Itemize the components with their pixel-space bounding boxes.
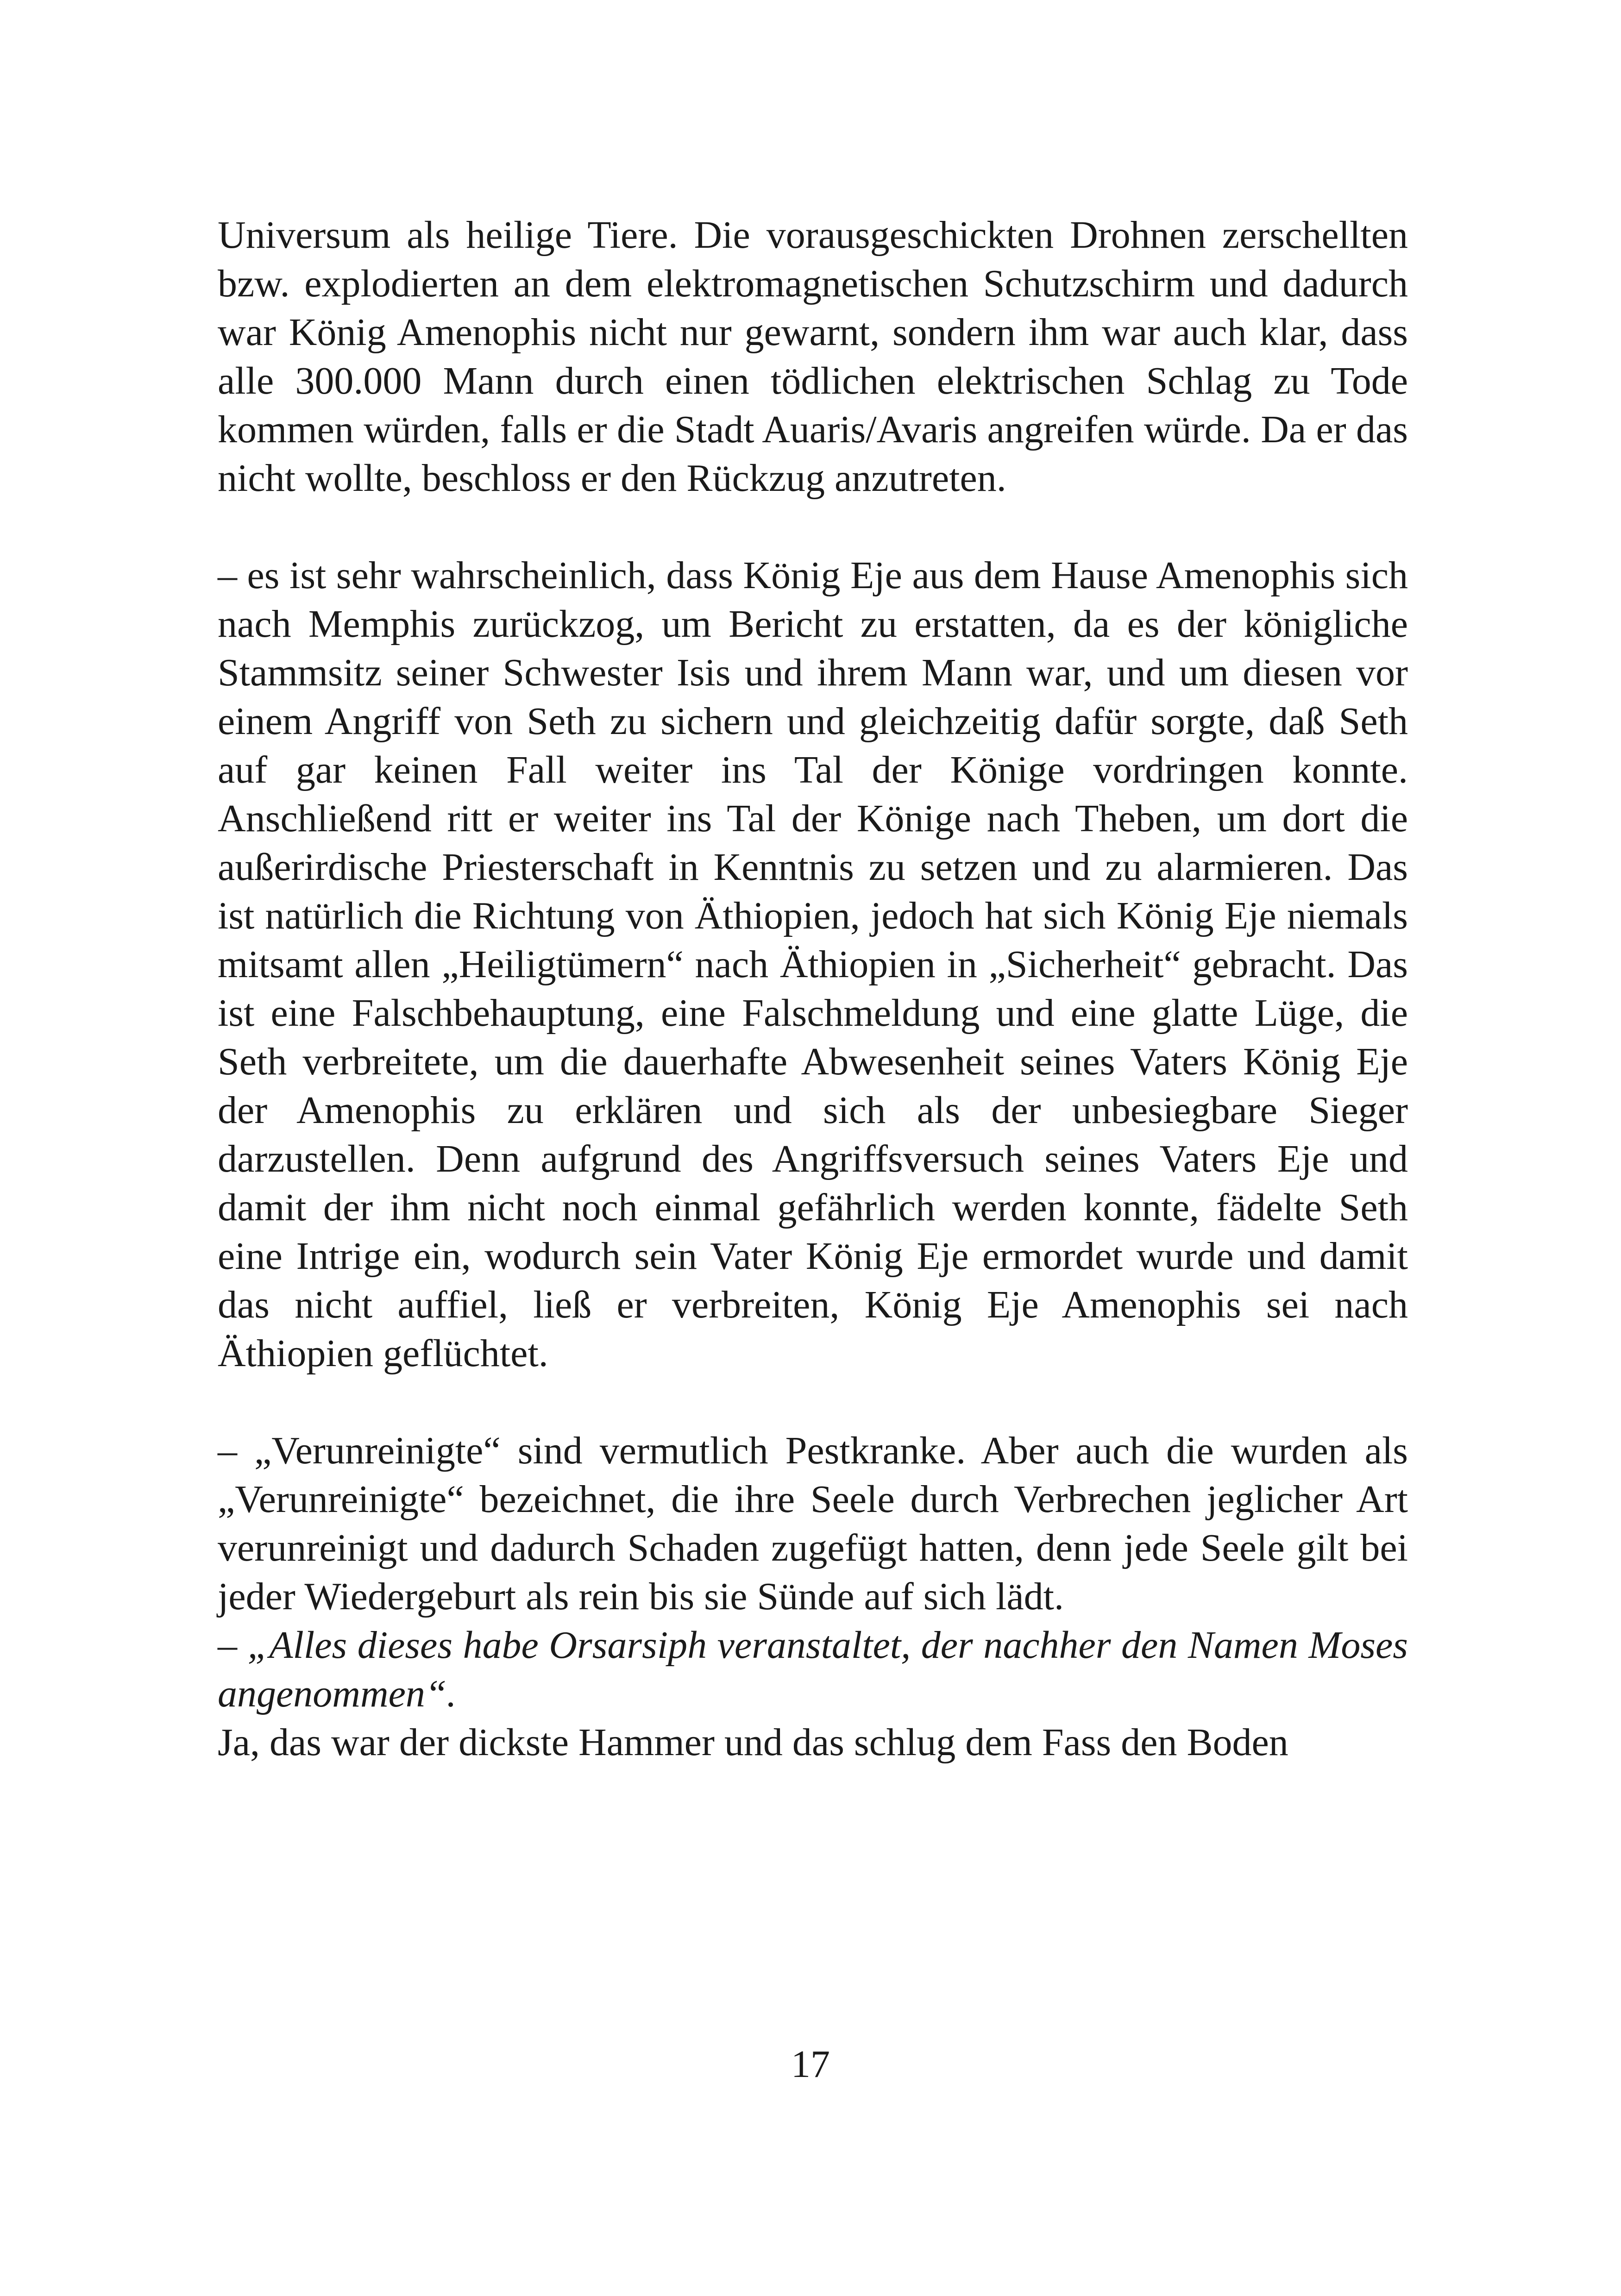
body-text	[218, 211, 1408, 1767]
paragraph-2: – es ist sehr wahrscheinlich, dass König Eje aus dem Hause Amenophis sich nach Memphis zurückzog, um Bericht zu erstatten, da es der königliche Stammsitz seiner Schwester Isis und ihrem Mann war, und um diesen vor einem Angriff von Seth zu sichern und gleichzeitig dafür sorgte, daß Seth auf gar keinen Fall weiter ins Tal der Könige vordringen konnte. Anschließend ritt er weiter ins Tal der Könige nach Theben, um dort die außerirdische Priesterschaft in Kenntnis zu setzen und zu alarmieren. Das ist natürlich die Richtung von Äthiopien, jedoch hat sich König Eje niemals mitsamt allen „Heiligtümern“ nach Äthiopien in „Sicherheit“ gebracht. Das ist eine Falschbehauptung, eine Falschmeldung und eine glatte Lüge, die Seth verbreitete, um die dauerhafte Abwesenheit seines Vaters König Eje der Amenophis zu erklären und sich als der unbesiegbare Sieger darzustellen. Denn aufgrund des Angriffsversuch seines Vaters Eje und damit der ihm nicht noch einmal gefährlich werden konnte, fädelte Seth eine Intrige ein, wodurch sein Vater König Eje ermordet wurde und damit das nicht auffiel, ließ er verbreiten, König Eje Amenophis sei nach Äthiopien geflüchtet.	[218, 554, 1408, 1375]
final-line: Ja, das war der dickste Hammer und das schlug dem Fass den Boden	[218, 1721, 1288, 1764]
page-number: 17	[791, 2043, 830, 2086]
paragraph-3: – „Verunreinigte“ sind vermutlich Pestkranke. Aber auch die wurden als „Verunreinigte“ bezeichnet, die ihre Seele durch Verbrechen jeglicher Art verunreinigt und dadurch Schaden zugefügt hatten, denn jede Seele gilt bei jeder Wiedergeburt als rein bis sie Sünde auf sich lädt.	[218, 1429, 1408, 1618]
quote-line: – „Alles dieses habe Orsarsiph veranstaltet, der nachher den Namen Moses angenommen“.	[218, 1624, 1408, 1715]
paragraph-1: Universum als heilige Tiere. Die vorausgeschickten Drohnen zerschellten bzw. explodierten an dem elektromagnetischen Schutzschirm und dadurch war König Amenophis nicht nur gewarnt, sondern ihm war auch klar, dass alle 300.000 Mann durch einen tödlichen elektrischen Schlag zu Tode kommen würden, falls er die Stadt Auaris/Avaris angreifen würde. Da er das nicht wollte, beschloss er den Rückzug anzutreten.	[218, 213, 1408, 500]
